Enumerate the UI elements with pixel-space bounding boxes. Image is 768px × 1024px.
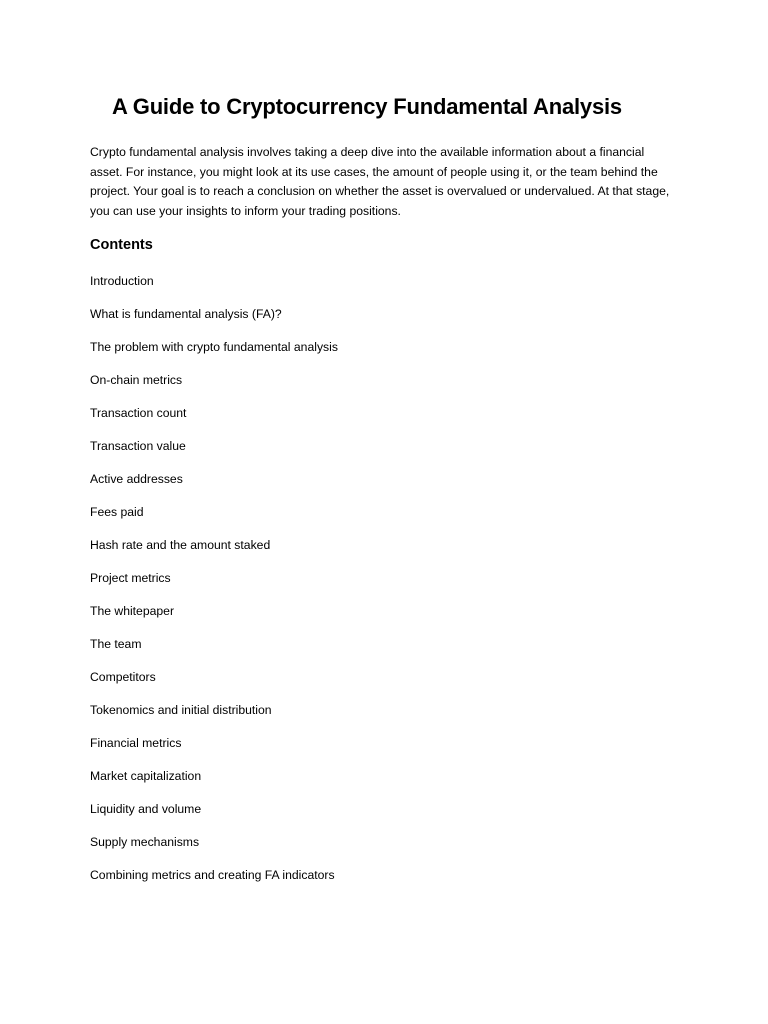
toc-item-fees-paid: Fees paid <box>90 505 144 519</box>
contents-heading: Contents <box>90 237 153 253</box>
toc-item-team: The team <box>90 637 142 651</box>
toc-item-problem: The problem with crypto fundamental analysis <box>90 340 338 354</box>
toc-item-supply-mechanisms: Supply mechanisms <box>90 835 200 849</box>
intro-paragraph: Crypto fundamental analysis involves taking a deep dive into the available information about a financial asset. For instance, you might look at its use cases, the amount of people using it, or the team behind the project. Your goal is to reach a conclusion on whether the asset is overvalued or undervalued. At that stage, you can use your insights to inform your trading positions. <box>90 145 670 218</box>
toc-item-introduction: Introduction <box>90 274 154 288</box>
toc-item-project-metrics: Project metrics <box>90 571 171 585</box>
toc-item-market-cap: Market capitalization <box>90 769 202 783</box>
toc-item-tokenomics: Tokenomics and initial distribution <box>90 703 272 717</box>
toc-item-transaction-value: Transaction value <box>90 439 186 453</box>
toc-item-hash-rate: Hash rate and the amount staked <box>90 538 271 552</box>
toc-item-competitors: Competitors <box>90 670 156 684</box>
table-of-contents <box>90 273 338 900</box>
toc-item-whitepaper: The whitepaper <box>90 604 175 618</box>
page-title: A Guide to Cryptocurrency Fundamental Analysis <box>112 94 622 119</box>
toc-item-on-chain-metrics: On-chain metrics <box>90 373 183 387</box>
toc-item-financial-metrics: Financial metrics <box>90 736 182 750</box>
toc-item-what-is-fa: What is fundamental analysis (FA)? <box>90 307 282 321</box>
toc-item-transaction-count: Transaction count <box>90 406 187 420</box>
toc-item-combining-metrics: Combining metrics and creating FA indicators <box>90 868 335 882</box>
toc-item-liquidity-volume: Liquidity and volume <box>90 802 202 816</box>
toc-item-active-addresses: Active addresses <box>90 472 183 486</box>
